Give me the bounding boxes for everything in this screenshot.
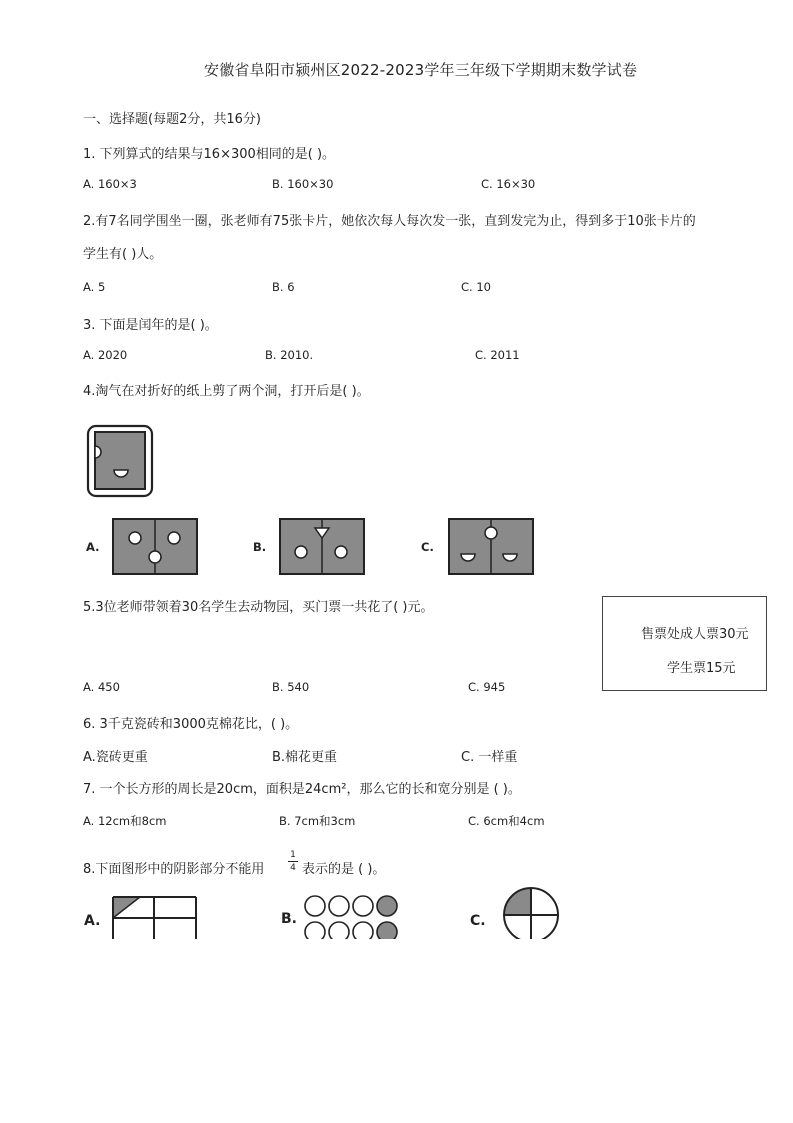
- folded-paper-figure: [86, 424, 156, 499]
- option-b-paper-icon: [279, 518, 365, 576]
- question-3-option-a[interactable]: A. 2020: [83, 348, 128, 362]
- option-a-paper-icon: [112, 518, 198, 576]
- question-6-option-c[interactable]: C. 一样重: [461, 750, 518, 765]
- question-2-option-c[interactable]: C. 10: [461, 280, 491, 294]
- question-7-option-c[interactable]: C. 6cm和4cm: [468, 814, 545, 828]
- question-5-option-a[interactable]: A. 450: [83, 680, 120, 694]
- question-3-option-b[interactable]: B. 2010.: [265, 348, 314, 362]
- question-6-option-b[interactable]: B.棉花更重: [272, 750, 338, 765]
- question-3-option-c[interactable]: C. 2011: [475, 348, 520, 362]
- question-5-option-c[interactable]: C. 945: [468, 680, 506, 694]
- question-7-option-a[interactable]: A. 12cm和8cm: [83, 814, 167, 828]
- fraction-bar: [288, 861, 298, 862]
- page-title: 安徽省阜阳市颍州区2022-2023学年三年级下学期期末数学试卷: [204, 61, 638, 79]
- question-8-option-b[interactable]: B.: [281, 911, 297, 927]
- fraction-denominator: 4: [290, 863, 296, 873]
- question-2-text-line1: 2.有7名同学围坐一圈，张老师有75张卡片，她依次每人每次发一张，直到发完为止，得到多于10张卡片的: [83, 214, 696, 229]
- question-2-text-line2: 学生有( )人。: [83, 247, 163, 262]
- fraction-numerator: 1: [290, 850, 296, 860]
- option-c-paper-icon: [448, 518, 534, 576]
- option-a-grid-icon: [112, 896, 198, 940]
- question-8-option-a[interactable]: A.: [84, 913, 101, 929]
- option-c-circle-icon: [502, 886, 562, 940]
- question-5-text: 5.3位老师带领着30名学生去动物园，买门票一共花了( )元。: [83, 600, 434, 615]
- question-8-text-after: 表示的是 ( )。: [302, 862, 386, 877]
- question-4-text: 4.淘气在对折好的纸上剪了两个洞，打开后是( )。: [83, 384, 370, 399]
- question-5-option-b[interactable]: B. 540: [272, 680, 310, 694]
- question-4-option-a[interactable]: A.: [86, 540, 100, 554]
- question-8-text-before: 8.下面图形中的阴影部分不能用: [83, 862, 265, 877]
- question-8-option-c[interactable]: C.: [470, 913, 486, 929]
- question-7-text: 7. 一个长方形的周长是20cm，面积是24cm²，那么它的长和宽分别是 ( )。: [83, 782, 521, 797]
- question-1-option-c[interactable]: C. 16×30: [481, 177, 536, 191]
- ticket-price-box: [602, 596, 767, 691]
- fraction-one-quarter: [288, 850, 298, 873]
- question-3-text: 3. 下面是闰年的是( )。: [83, 318, 218, 333]
- question-1-option-b[interactable]: B. 160×30: [272, 177, 334, 191]
- option-b-circles-icon: [304, 894, 400, 940]
- question-2-option-a[interactable]: A. 5: [83, 280, 106, 294]
- question-4-option-b[interactable]: B.: [253, 540, 267, 554]
- question-7-option-b[interactable]: B. 7cm和3cm: [279, 814, 356, 828]
- question-1-option-a[interactable]: A. 160×3: [83, 177, 137, 191]
- section-heading: 一、选择题(每题2分，共16分): [83, 112, 261, 127]
- ticket-adult-price: 售票处成人票30元: [641, 627, 749, 642]
- crop-mask: [80, 939, 580, 959]
- question-2-option-b[interactable]: B. 6: [272, 280, 295, 294]
- question-1-text: 1. 下列算式的结果与16×300相同的是( )。: [83, 147, 336, 162]
- question-6-option-a[interactable]: A.瓷砖更重: [83, 750, 148, 765]
- question-6-text: 6. 3千克瓷砖和3000克棉花比，( )。: [83, 717, 299, 732]
- ticket-student-price: 学生票15元: [667, 661, 736, 676]
- question-4-option-c[interactable]: C.: [421, 540, 434, 554]
